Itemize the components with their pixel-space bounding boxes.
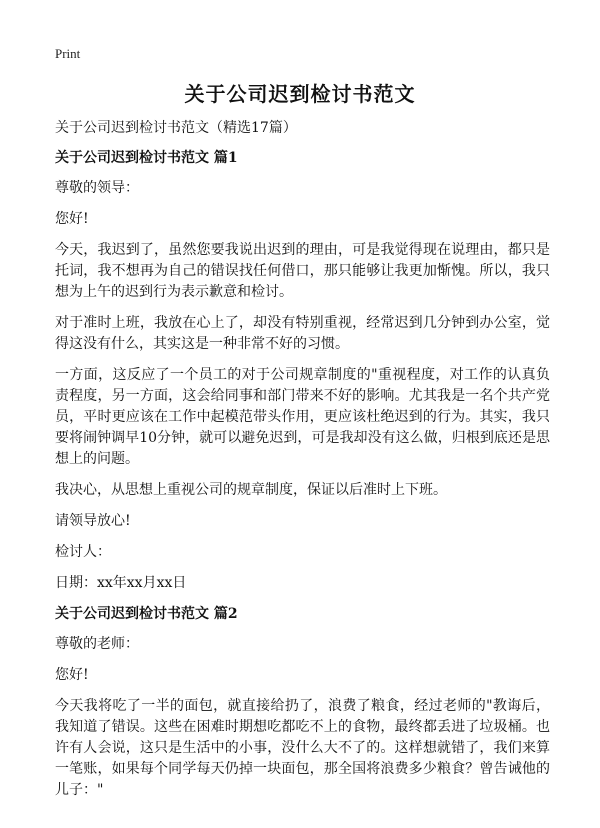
- body-paragraph: 今天，我迟到了，虽然您要我说出迟到的理由，可是我觉得现在说理由，都只是托词，我不想再为自己的错误找任何借口，那只能够让我更加惭愧。所以，我只想为上午的迟到行为表示歉意和检讨。: [55, 242, 550, 300]
- document-subtitle: 关于公司迟到检讨书范文（精选17篇）: [55, 120, 297, 136]
- date-line: 日期：xx年xx月xx日: [55, 575, 187, 591]
- signature-line: 检讨人：: [55, 544, 111, 560]
- body-paragraph: 对于准时上班，我放在心上了，却没有特别重视，经常迟到几分钟到办公室，觉得这没有什么，其实这是一种非常不好的习惯。: [55, 315, 550, 352]
- section-heading: 关于公司迟到检讨书范文 篇2: [55, 606, 238, 622]
- document-body: [55, 118, 550, 811]
- print-label: Print: [55, 46, 81, 61]
- section-2: [55, 604, 550, 801]
- document-title: 关于公司迟到检讨书范文: [184, 82, 416, 106]
- salutation: 尊敬的领导：: [55, 180, 139, 196]
- closing-line: 请领导放心!: [55, 513, 131, 529]
- salutation: 尊敬的老师：: [55, 636, 139, 652]
- section-heading: 关于公司迟到检讨书范文 篇1: [55, 150, 238, 166]
- greeting: 您好!: [55, 667, 89, 683]
- greeting: 您好!: [55, 211, 89, 227]
- section-1: [55, 148, 550, 594]
- body-paragraph: 我决心，从思想上重视公司的规章制度，保证以后准时上下班。: [55, 482, 447, 498]
- body-paragraph: 今天我将吃了一半的面包，就直接给扔了，浪费了粮食，经过老师的"教诲后，我知道了错误。这些在困难时期想吃都吃不上的食物，最终都丢进了垃圾桶。也许有人会说，这只是生活中的小事，没什么大不了的。这样想就错了，我们来算一笔账，如果每个同学每天仍掉一块面包，那全国将浪费多少粮食？曾告诫他的儿子：": [55, 698, 550, 798]
- body-paragraph: 一方面，这反应了一个员工的对于公司规章制度的"重视程度，对工作的认真负责程度，另一方面，这会给同事和部门带来不好的影响。尤其我是一名个共产党员，平时更应该在工作中起模范带头作用，更应该杜绝迟到的行为。其实，我只要将闹钟调早10分钟，就可以避免迟到，可是我却没有这么做，归根到底还是思想上的问题。: [55, 367, 550, 467]
